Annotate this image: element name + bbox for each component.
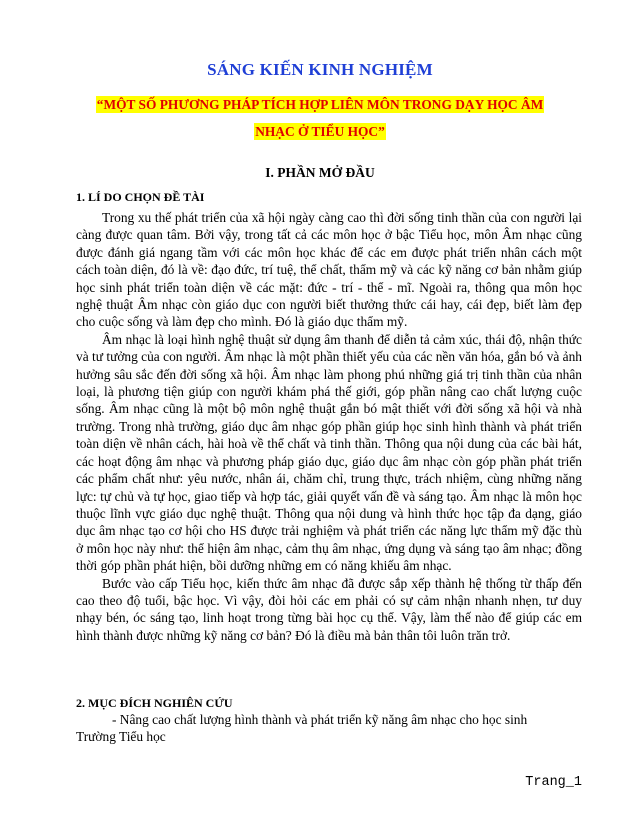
purpose-line-2: Trường Tiểu học: [76, 729, 166, 745]
heading-purpose: 2. MỤC ĐÍCH NGHIÊN CỨU: [76, 696, 233, 710]
subtitle-line-1: “MỘT SỐ PHƯƠNG PHÁP TÍCH HỢP LIÊN MÔN TRONG DẠY HỌC ÂM: [96, 97, 544, 112]
paragraph-1: Trong xu thế phát triển của xã hội ngày càng cao thì đời sống tinh thần của con người lại càng được quan tâm. Bởi vậy, trong tất cả các môn học ở bậc Tiểu học, môn Âm nhạc cũng được đánh giá ngang tầm với các môn học khác để các em được phát triển nhân cách một cách toàn diện, đó là về: đạo đức, trí tuệ, thể chất, thẩm mỹ và các kỹ năng cơ bản nhằm giúp học sinh phát triển toàn diện về các mặt: đức - trí - thể - mĩ. Ngoài ra, thông qua môn học nghệ thuật Âm nhạc còn giáo dục con người biết thưởng thức cái hay, cái đẹp, biết làm đẹp cho cuộc sống và làm đẹp cho mình. Đó là giáo dục thẩm mỹ.: [76, 210, 582, 330]
paragraph-2: Âm nhạc là loại hình nghệ thuật sử dụng âm thanh để diễn tả cảm xúc, thái độ, nhận thức và tư tưởng của con người. Âm nhạc là một phần thiết yếu của các nền văn hóa, gắn bó và ảnh hưởng sâu sắc đến đời sống xã hội. Âm nhạc làm phong phú những giá trị tinh thần của nhân loại, là phương tiện giúp con người khám phá thế giới, góp phần nâng cao chất lượng cuộc sống. Âm nhạc cũng là một bộ môn nghệ thuật gắn bó mật thiết với đời sống xã hội và nhà trường. Trong nhà trường, giáo dục âm nhạc góp phần giúp học sinh hình thành và phát triển toàn diện về nhân cách, hài hoà về thể chất và tinh thần. Thông qua nội dung của các bài hát, các hoạt động âm nhạc và phương pháp giáo dục, giáo dục âm nhạc còn góp phần phát triển các phẩm chất như: yêu nước, nhân ái, chăm chỉ, trung thực, trách nhiệm, cùng những năng lực: tự chủ và tự học, giao tiếp và hợp tác, giải quyết vấn đề và sáng tạo. Âm nhạc là môn học thuộc lĩnh vực giáo dục nghệ thuật. Thông qua nội dung và hình thức học tập đa dạng, giáo dục âm nhạc tạo cơ hội cho HS được trải nghiệm và phát triển các năng lực thẩm mỹ đặc thù ở môn học này như: thể hiện âm nhạc, cảm thụ âm nhạc, ứng dụng và sáng tạo âm nhạc; đồng thời góp phần phát hiện, bồi dưỡng những em có năng khiếu âm nhạc.: [76, 331, 582, 574]
purpose-line-1: - Nâng cao chất lượng hình thành và phát triển kỹ năng âm nhạc cho học sinh: [112, 712, 528, 727]
purpose-text: [76, 711, 582, 746]
heading-reason: 1. LÍ DO CHỌN ĐỀ TÀI: [76, 190, 205, 204]
body-text: [76, 209, 582, 644]
section-title: I. PHẦN MỞ ĐẦU: [265, 165, 375, 180]
page-number: Trang_1: [525, 775, 582, 790]
document-title: SÁNG KIẾN KINH NGHIỆM: [207, 60, 433, 79]
document-subtitle: [60, 91, 580, 145]
subtitle-line-2: NHẠC Ở TIỂU HỌC”: [255, 124, 385, 139]
paragraph-3: Bước vào cấp Tiểu học, kiến thức âm nhạc đã được sắp xếp thành hệ thống từ thấp đến cao theo độ tuổi, bậc học. Vì vậy, đòi hỏi các em phải có sự cảm nhận nhanh nhẹn, tư duy nhạy bén, óc sáng tạo, linh hoạt trong từng bài học cụ thể. Vậy, làm thế nào để giúp các em hình thành được những kỹ năng cơ bản? Đó là điều mà bản thân tôi luôn trăn trở.: [76, 575, 582, 643]
